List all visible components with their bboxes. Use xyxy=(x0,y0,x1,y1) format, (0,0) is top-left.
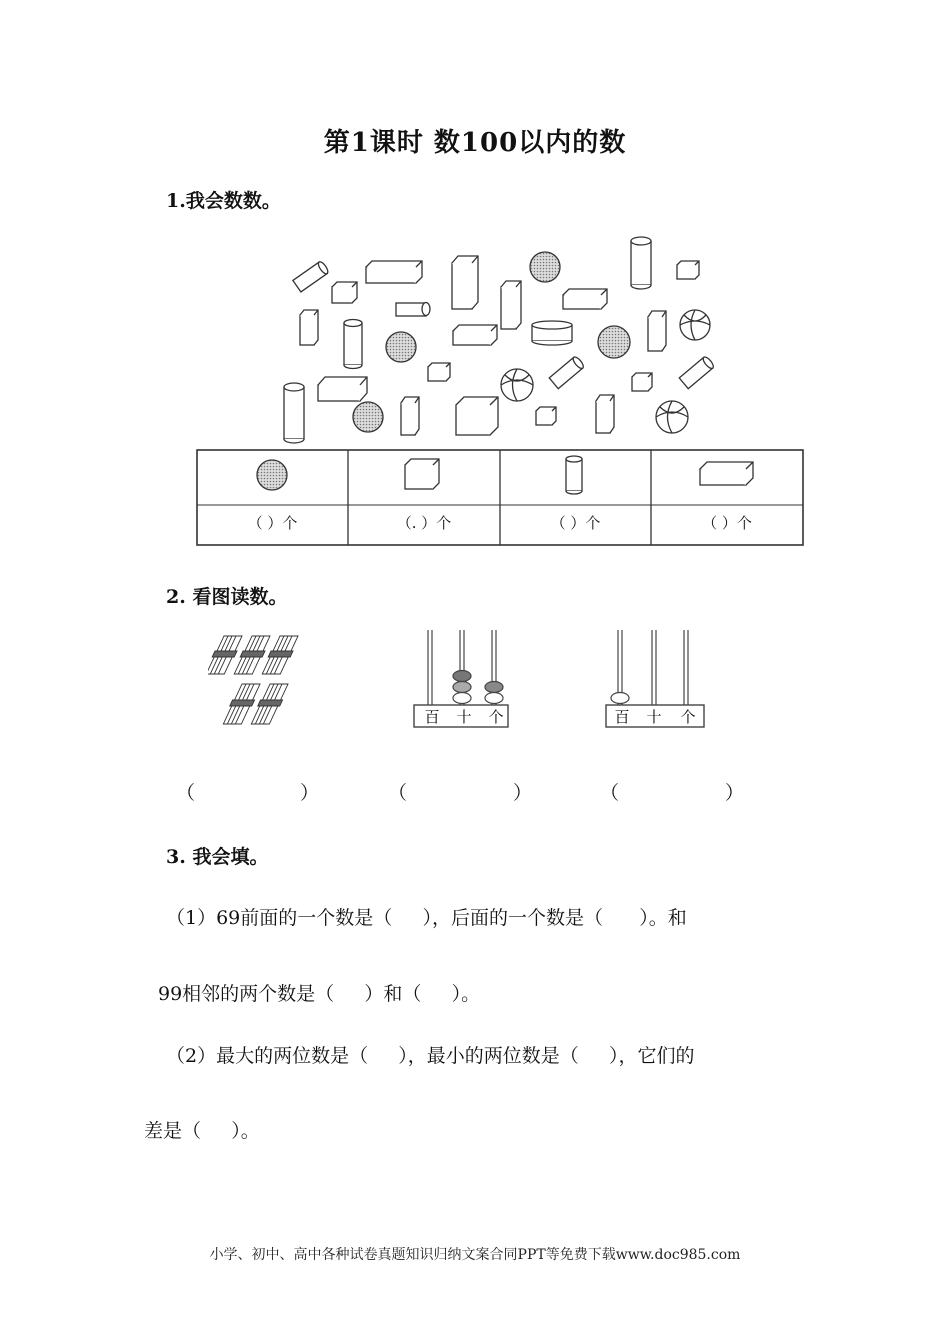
answer-cell-cylinders[interactable]: （ ）个 xyxy=(550,514,601,532)
question-2-heading: 2. 看图读数。 xyxy=(166,586,288,608)
answer-close-1[interactable]: ） xyxy=(300,782,320,804)
cylinder-icon xyxy=(631,237,651,289)
cuboid-icon xyxy=(366,261,422,283)
cuboid-icon xyxy=(700,462,753,485)
ball-icon xyxy=(598,326,630,358)
answer-close-3[interactable]: ） xyxy=(725,782,745,804)
cylinder-icon xyxy=(284,383,304,443)
abacus-label-tens: 十 xyxy=(456,708,472,726)
ball-icon xyxy=(501,369,533,401)
cylinder-icon xyxy=(679,355,715,388)
question-3-line-1: （1）69前面的一个数是（ ），后面的一个数是（ ）。和 xyxy=(166,907,687,929)
question-3-heading: 3. 我会填。 xyxy=(166,846,269,868)
abacus-label-ones: 个 xyxy=(680,708,696,726)
cylinder-icon xyxy=(549,355,585,388)
footer-text: 小学、初中、高中各种试卷真题知识归纳文案合同PPT等免费下载www.doc985.com xyxy=(209,1247,741,1263)
question-3-line-2: 99相邻的两个数是（ ）和（ ）。 xyxy=(158,983,481,1005)
bead-icon xyxy=(485,682,503,693)
shapes-illustration xyxy=(170,225,830,555)
answer-close-2[interactable]: ） xyxy=(513,782,533,804)
page-title: 第1课时 数100以内的数 xyxy=(323,128,627,158)
cuboid-icon xyxy=(401,397,419,435)
cylinder-icon xyxy=(344,320,362,369)
bead-icon xyxy=(453,671,471,682)
abacus-2 xyxy=(604,628,708,732)
abacus-label-tens: 十 xyxy=(646,708,662,726)
cube-icon xyxy=(405,459,439,489)
ball-icon xyxy=(353,402,383,432)
ball-icon xyxy=(656,401,688,433)
question-1-heading: 1.我会数数。 xyxy=(166,190,281,212)
abacus-label-ones: 个 xyxy=(488,708,504,726)
cuboid-icon xyxy=(318,377,367,401)
ball-icon xyxy=(680,310,710,340)
stick-bundles-icon xyxy=(208,628,300,732)
cube-icon xyxy=(332,282,357,303)
cylinder-icon xyxy=(293,260,330,292)
cube-icon xyxy=(677,261,699,279)
ball-icon xyxy=(257,460,287,490)
cube-icon xyxy=(632,373,652,391)
abacus-label-hundreds: 百 xyxy=(614,708,630,726)
bead-icon xyxy=(453,682,471,693)
answer-cell-cuboids[interactable]: （ ）个 xyxy=(702,514,752,532)
answer-cell-cubes[interactable]: （. ）个 xyxy=(396,514,452,532)
abacus-label-hundreds: 百 xyxy=(424,708,440,726)
cube-icon xyxy=(428,363,450,381)
cuboid-icon xyxy=(563,289,607,309)
question-3-line-3: （2）最大的两位数是（ ），最小的两位数是（ ），它们的 xyxy=(166,1045,695,1067)
cube-icon xyxy=(456,397,498,435)
ball-icon xyxy=(386,332,416,362)
cuboid-icon xyxy=(596,395,614,433)
cuboid-icon xyxy=(648,311,666,351)
cuboid-icon xyxy=(453,325,497,345)
answer-open-2[interactable]: （ xyxy=(388,782,408,804)
cylinder-icon xyxy=(532,321,572,345)
ball-icon xyxy=(530,252,560,282)
cylinder-icon xyxy=(566,456,582,494)
cuboid-icon xyxy=(300,310,318,345)
cuboid-icon xyxy=(452,256,478,309)
cube-icon xyxy=(536,407,556,425)
abacus-1 xyxy=(412,628,512,732)
cuboid-icon xyxy=(501,281,521,329)
answer-open-3[interactable]: （ xyxy=(600,782,620,804)
cylinder-icon xyxy=(396,303,430,317)
answer-cell-balls[interactable]: （ ）个 xyxy=(247,514,298,532)
question-3-line-4: 差是（ ）。 xyxy=(144,1120,260,1142)
answer-open-1[interactable]: （ xyxy=(176,782,196,804)
bead-icon xyxy=(485,693,503,704)
bead-icon xyxy=(611,693,629,704)
bead-icon xyxy=(453,693,471,704)
